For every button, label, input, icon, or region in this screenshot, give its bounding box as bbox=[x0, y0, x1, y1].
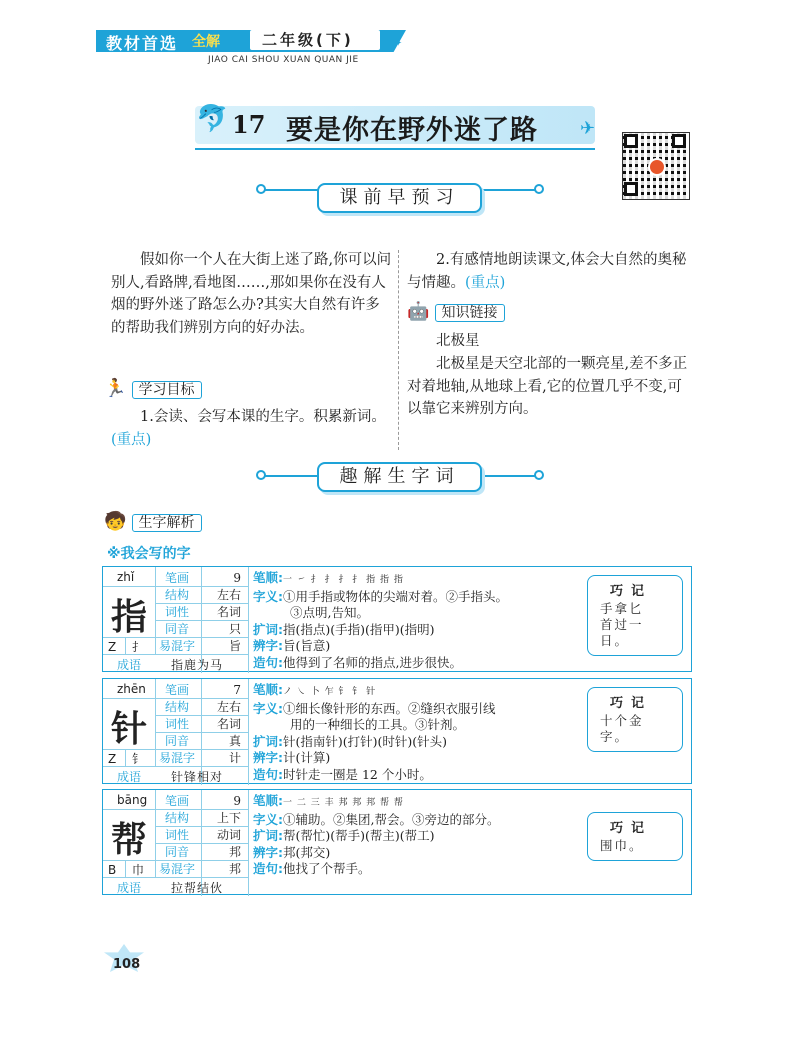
detail-expand bbox=[253, 734, 573, 751]
title-underline bbox=[195, 148, 595, 150]
char-details bbox=[253, 570, 573, 671]
series-logo: 全解 bbox=[192, 34, 220, 50]
qr-corner-icon bbox=[624, 134, 638, 148]
fish-icon: 🐬 bbox=[196, 104, 229, 134]
value-confusable: 计 bbox=[228, 751, 241, 765]
value-pos: 名词 bbox=[216, 605, 241, 619]
value-expand: 帮(帮忙)(帮手)(帮主)(帮工) bbox=[283, 828, 435, 843]
memo-line: 手拿匕 bbox=[600, 601, 644, 616]
char-index-letter: Z bbox=[108, 640, 117, 654]
knowledge-tag: 知识链接 bbox=[435, 304, 505, 322]
mascot-icon: 🤖 bbox=[407, 301, 430, 322]
airplane-icon: ✈ bbox=[580, 118, 596, 139]
detail-meaning bbox=[253, 589, 573, 606]
lesson-title: 要是你在野外迷了路 bbox=[286, 115, 538, 146]
goal-2-key: (重点) bbox=[465, 274, 506, 291]
memo-line: 字。 bbox=[600, 729, 630, 744]
value-expand: 指(指点)(手指)(指甲)(指明) bbox=[283, 621, 435, 637]
char-pinyin: zhēn bbox=[117, 682, 146, 696]
label-distinguish: 辨字: bbox=[253, 638, 283, 653]
goals-tag: 学习目标 bbox=[132, 381, 202, 399]
detail-distinguish bbox=[253, 750, 573, 767]
value-structure: 上下 bbox=[216, 811, 241, 825]
detail-meaning bbox=[253, 701, 573, 718]
label-homophone: 同音 bbox=[165, 622, 190, 636]
memo-line: 十个金 bbox=[600, 713, 644, 728]
char-details bbox=[253, 682, 573, 783]
memo-line: 首过一 bbox=[600, 617, 644, 632]
label-distinguish: 辨字: bbox=[253, 750, 283, 765]
goals-heading bbox=[104, 378, 202, 400]
section-dot bbox=[256, 470, 266, 480]
detail-meaning-cont: 用的一种细长的工具。③针剂。 bbox=[290, 717, 466, 732]
memo-heading: 巧记 bbox=[610, 696, 653, 711]
label-meaning: 字义: bbox=[253, 588, 283, 604]
char-glyph: 针 bbox=[111, 708, 148, 750]
detail-meaning-cont: ③点明,告知。 bbox=[290, 605, 369, 620]
value-order: 一 ㇀ 扌 扌 扌 扌 指 指 指 bbox=[283, 575, 404, 585]
value-homophone: 只 bbox=[228, 622, 241, 636]
grade-label: 二年级(下) bbox=[262, 31, 354, 49]
goal-1-text: 1.会读、会写本课的生字。积累新词。 bbox=[140, 409, 386, 425]
detail-sentence bbox=[253, 861, 573, 878]
section-dot bbox=[534, 184, 544, 194]
memo-heading: 巧记 bbox=[610, 821, 653, 836]
value-homophone: 真 bbox=[228, 734, 241, 748]
char-pinyin: zhǐ bbox=[117, 570, 135, 584]
label-pos: 词性 bbox=[165, 828, 190, 842]
label-order: 笔顺: bbox=[253, 682, 283, 697]
value-idiom: 指鹿为马 bbox=[171, 658, 224, 672]
value-order: ノ ㇏ 卜 乍 钅 钅 针 bbox=[283, 687, 377, 697]
goal-1-key: (重点) bbox=[111, 431, 152, 448]
qr-corner-icon bbox=[672, 134, 686, 148]
mascot-icon: 🧒 bbox=[104, 511, 127, 532]
memo-heading: 巧记 bbox=[610, 584, 653, 599]
subheading: ※我会写的字 bbox=[107, 546, 191, 562]
label-homophone: 同音 bbox=[165, 845, 190, 859]
value-distinguish: 邦(邦交) bbox=[283, 844, 331, 860]
knowledge-title: 北极星 bbox=[436, 333, 480, 349]
char-card bbox=[102, 789, 692, 895]
value-meaning-1: ①辅助。②集团,帮会。③旁边的部分。 bbox=[283, 811, 500, 827]
detail-expand bbox=[253, 622, 573, 639]
knowledge-heading bbox=[407, 301, 505, 323]
char-card bbox=[102, 566, 692, 672]
value-meaning-1: ①细长像针形的东西。②缝织衣服引线 bbox=[283, 700, 496, 716]
char-index-letter: Z bbox=[108, 752, 117, 766]
goal-2-text: 2.有感情地朗读课文,体会大自然的奥秘与情趣。 bbox=[407, 252, 687, 291]
value-idiom: 拉帮结伙 bbox=[171, 881, 224, 895]
char-glyph: 帮 bbox=[111, 819, 148, 861]
value-sentence: 时针走一圈是 12 个小时。 bbox=[283, 766, 432, 782]
char-pinyin: bāng bbox=[117, 793, 148, 807]
value-confusable: 邦 bbox=[228, 862, 241, 876]
runner-icon: 🏃 bbox=[104, 378, 127, 399]
char-table bbox=[103, 790, 248, 894]
memo-line: 围巾。 bbox=[600, 838, 644, 853]
value-strokes: 9 bbox=[233, 794, 241, 808]
char-card bbox=[102, 678, 692, 784]
char-glyph: 指 bbox=[111, 596, 148, 638]
memory-tip-box bbox=[587, 812, 683, 861]
intro-paragraph: 假如你一个人在大街上迷了路,你可以问别人,看路牌,看地图……,那如果你在没有人烟的野外迷了路怎么办?其实大自然有许多的帮助我们辨别方向的好办法。 bbox=[111, 252, 392, 336]
value-structure: 左右 bbox=[216, 700, 241, 714]
label-meaning: 字义: bbox=[253, 700, 283, 716]
value-meaning-1: ①用手指或物体的尖端对着。②手指头。 bbox=[283, 588, 509, 604]
label-pos: 词性 bbox=[165, 605, 190, 619]
value-distinguish: 计(计算) bbox=[283, 750, 331, 765]
goal-1 bbox=[111, 406, 393, 451]
page-number: 108 bbox=[113, 957, 141, 972]
label-order: 笔顺: bbox=[253, 570, 283, 585]
label-idiom: 成语 bbox=[117, 881, 142, 895]
detail-sentence bbox=[253, 655, 573, 672]
detail-distinguish bbox=[253, 638, 573, 655]
qr-logo-icon bbox=[648, 158, 666, 176]
detail-order bbox=[253, 570, 573, 589]
label-confusable: 易混字 bbox=[159, 862, 196, 876]
value-strokes: 7 bbox=[233, 683, 241, 697]
char-table bbox=[103, 679, 248, 783]
label-sentence: 造句: bbox=[253, 766, 283, 782]
value-order: 一 二 三 丰 邦 邦 邦 帮 帮 bbox=[283, 798, 404, 808]
value-confusable: 旨 bbox=[228, 639, 241, 653]
value-sentence: 他找了个帮手。 bbox=[283, 861, 371, 876]
value-pos: 名词 bbox=[216, 717, 241, 731]
label-expand: 扩词: bbox=[253, 733, 283, 749]
section-preview-title: 课前早预习 bbox=[317, 183, 482, 213]
label-meaning: 字义: bbox=[253, 811, 283, 827]
analysis-heading bbox=[104, 511, 202, 533]
label-idiom: 成语 bbox=[117, 770, 142, 784]
detail-expand bbox=[253, 828, 573, 845]
label-structure: 结构 bbox=[165, 811, 190, 825]
qr-corner-icon bbox=[624, 182, 638, 196]
detail-order bbox=[253, 682, 573, 701]
section-dot bbox=[256, 184, 266, 194]
label-confusable: 易混字 bbox=[159, 639, 196, 653]
char-index-letter: B bbox=[108, 863, 117, 877]
memory-tip-box bbox=[587, 575, 683, 656]
label-structure: 结构 bbox=[165, 588, 190, 602]
value-structure: 左右 bbox=[216, 588, 241, 602]
detail-order bbox=[253, 793, 573, 812]
label-sentence: 造句: bbox=[253, 654, 283, 670]
memory-tip-box bbox=[587, 687, 683, 752]
value-sentence: 他得到了名师的指点,进步很快。 bbox=[283, 654, 462, 670]
analysis-tag: 生字解析 bbox=[132, 514, 202, 532]
value-idiom: 针锋相对 bbox=[171, 770, 224, 784]
label-sentence: 造句: bbox=[253, 861, 283, 876]
value-distinguish: 旨(旨意) bbox=[283, 638, 331, 653]
lesson-number: 17 bbox=[232, 110, 266, 139]
value-strokes: 9 bbox=[233, 571, 241, 585]
label-distinguish: 辨字: bbox=[253, 844, 283, 860]
label-strokes: 笔画 bbox=[165, 683, 190, 697]
char-details bbox=[253, 793, 573, 878]
goal-2 bbox=[407, 249, 692, 294]
memo-line: 日。 bbox=[600, 633, 630, 648]
char-radical: 钅 bbox=[132, 752, 145, 766]
sparkle-icon: ✦ bbox=[394, 38, 403, 49]
char-radical: 扌 bbox=[132, 640, 145, 654]
char-radical: 巾 bbox=[132, 863, 145, 877]
label-strokes: 笔画 bbox=[165, 794, 190, 808]
detail-distinguish bbox=[253, 845, 573, 862]
series-pinyin: JIAO CAI SHOU XUAN QUAN JIE bbox=[208, 55, 359, 65]
series-title: 教材首选 bbox=[106, 34, 179, 53]
knowledge-text: 北极星是天空北部的一颗亮星,差不多正对着地轴,从地球上看,它的位置几乎不变,可以靠它来辨别方向。 bbox=[407, 356, 688, 417]
detail-sentence bbox=[253, 767, 573, 784]
label-idiom: 成语 bbox=[117, 658, 142, 672]
section-words-title: 趣解生字词 bbox=[317, 462, 482, 492]
label-order: 笔顺: bbox=[253, 793, 283, 808]
detail-meaning bbox=[253, 812, 573, 829]
label-structure: 结构 bbox=[165, 700, 190, 714]
label-expand: 扩词: bbox=[253, 621, 283, 637]
label-expand: 扩词: bbox=[253, 828, 283, 843]
value-homophone: 邦 bbox=[228, 845, 241, 859]
label-homophone: 同音 bbox=[165, 734, 190, 748]
label-confusable: 易混字 bbox=[159, 751, 196, 765]
label-strokes: 笔画 bbox=[165, 571, 190, 585]
value-pos: 动词 bbox=[216, 828, 241, 842]
section-dot bbox=[534, 470, 544, 480]
value-expand: 针(指南针)(打针)(时针)(针头) bbox=[283, 733, 448, 749]
column-divider bbox=[398, 250, 399, 450]
char-table bbox=[103, 567, 248, 671]
label-pos: 词性 bbox=[165, 717, 190, 731]
